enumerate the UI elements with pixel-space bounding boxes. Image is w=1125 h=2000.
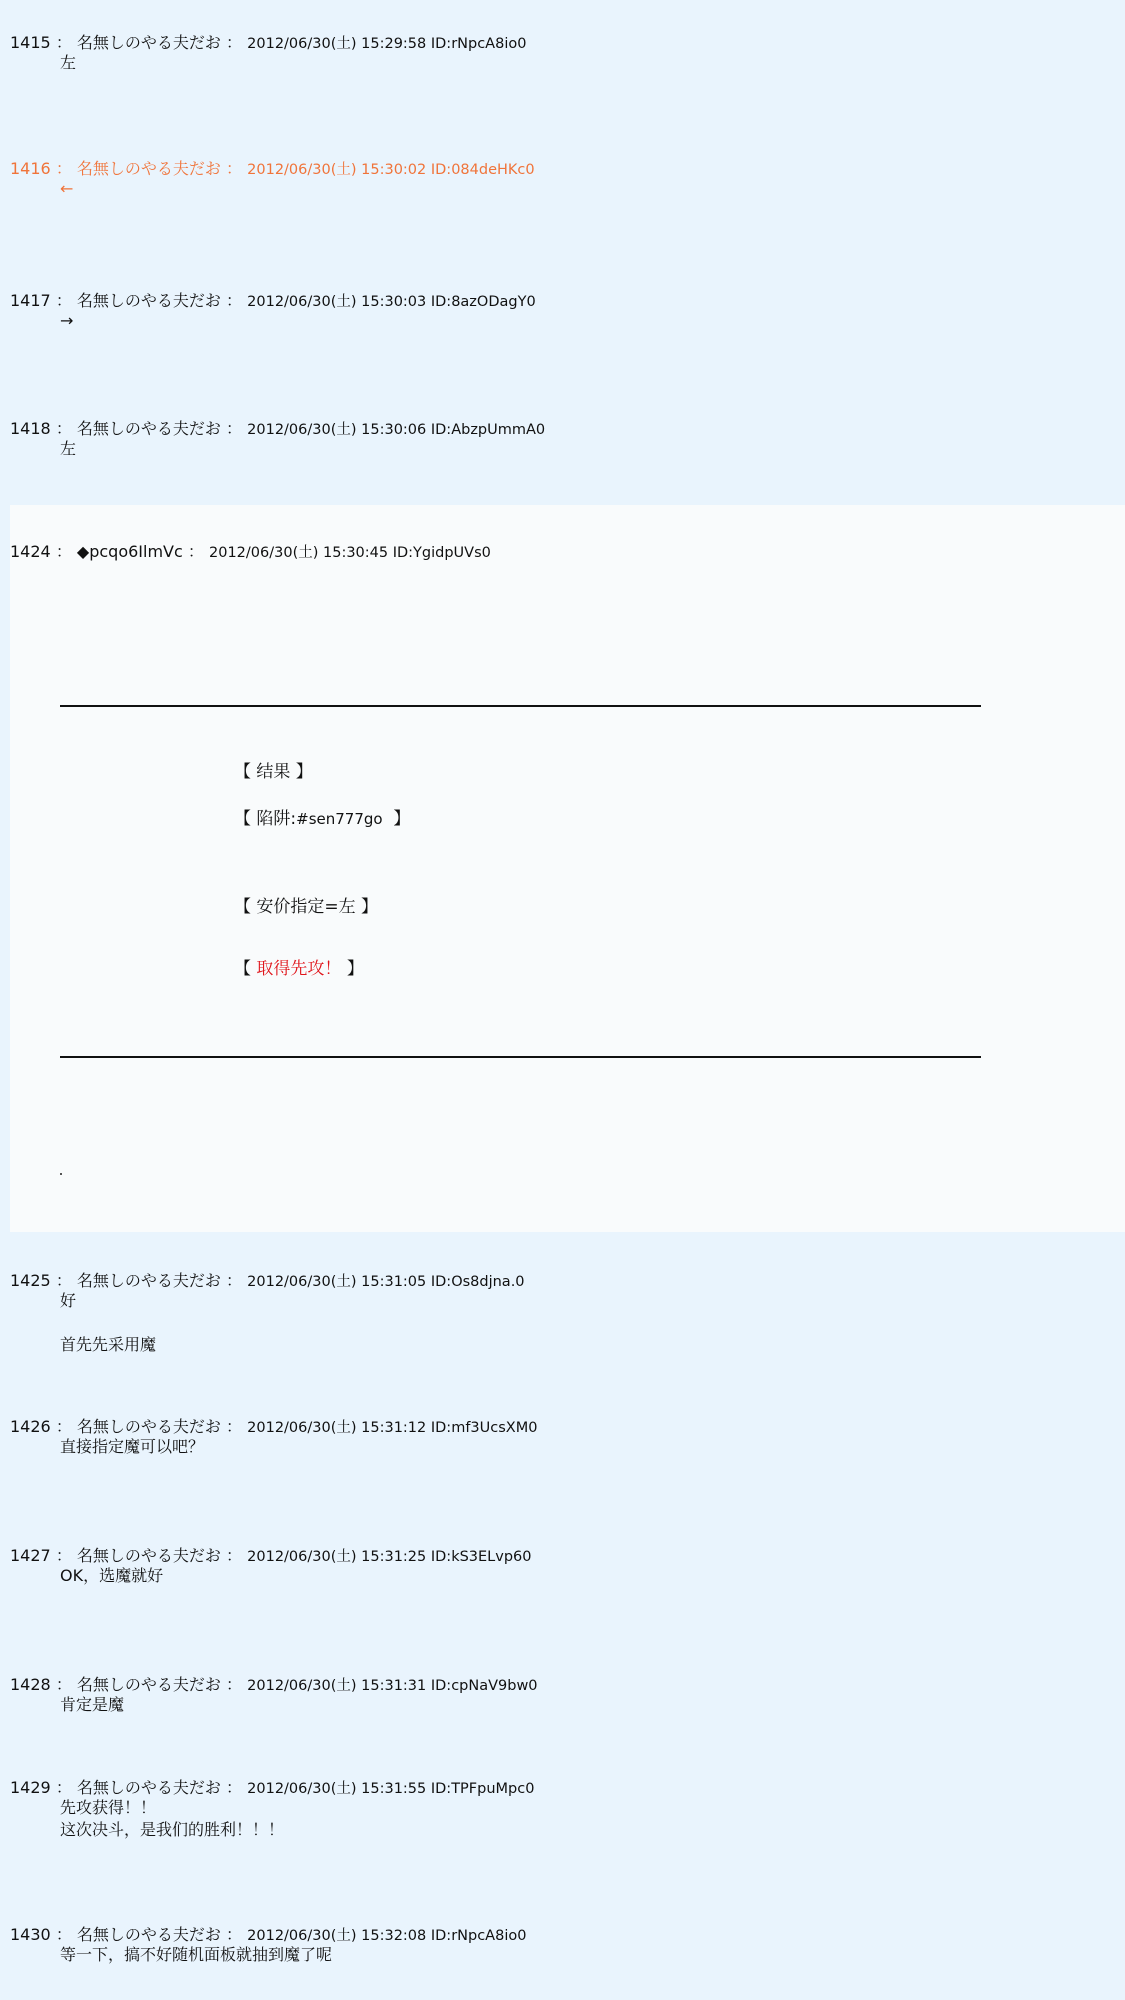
post-body — [60, 1290, 156, 1356]
post-line: ← — [60, 179, 74, 198]
separator: ： — [226, 1778, 243, 1797]
separator: ： — [187, 542, 204, 561]
separator: ： — [55, 1271, 72, 1290]
separator: ： — [55, 159, 72, 178]
separator: ： — [226, 33, 243, 52]
separator: ： — [55, 1417, 72, 1436]
separator: ： — [55, 1925, 72, 1944]
post-number: 1425 — [10, 1271, 51, 1290]
post-body — [60, 310, 73, 332]
post-line: 左 — [60, 53, 77, 72]
post-date-id: 2012/06/30(土) 15:30:06 ID:AbzpUmmA0 — [247, 422, 546, 438]
post-date-id: 2012/06/30(土) 15:31:55 ID:TPFpuMpc0 — [247, 1781, 535, 1797]
separator: ： — [55, 1778, 72, 1797]
post-body — [60, 52, 76, 74]
post-number: 1416 — [10, 159, 51, 178]
poster-name[interactable]: 名無しのやる夫だお — [76, 33, 221, 52]
result-line: 【 结果 】 — [234, 762, 313, 782]
separator: ： — [55, 1675, 72, 1694]
separator: ： — [55, 1546, 72, 1565]
post-line: 等一下，搞不好随机面板就抽到魔了呢 — [60, 1945, 333, 1964]
separator: ： — [226, 1271, 243, 1290]
trap-open: 【 陷阱: — [234, 809, 297, 829]
trap-value: #sen777go — [296, 810, 383, 828]
post-date-id: 2012/06/30(土) 15:32:08 ID:rNpcA8io0 — [247, 1928, 527, 1944]
poster-name[interactable]: 名無しのやる夫だお — [76, 159, 221, 178]
post-date-id: 2012/06/30(土) 15:30:02 ID:084deHKc0 — [247, 162, 535, 178]
divider-top — [60, 705, 981, 707]
post-line: 直接指定魔可以吧？ — [60, 1437, 205, 1456]
separator: ： — [226, 1925, 243, 1944]
post-number: 1427 — [10, 1546, 51, 1565]
separator: ： — [226, 159, 243, 178]
separator: ： — [55, 542, 72, 561]
post-date-id: 2012/06/30(土) 15:31:25 ID:kS3ELvp60 — [247, 1549, 532, 1565]
op-post-1424 — [10, 505, 1125, 1232]
post-line — [60, 1312, 156, 1334]
post-date-id: 2012/06/30(土) 15:31:05 ID:Os8djna.0 — [247, 1274, 525, 1290]
post-date-id: 2012/06/30(土) 15:29:58 ID:rNpcA8io0 — [247, 36, 527, 52]
post-body — [60, 1694, 124, 1716]
first-open: 【 — [234, 959, 251, 979]
trailing-dot — [60, 1173, 62, 1175]
poster-name[interactable]: 名無しのやる夫だお — [76, 1675, 221, 1694]
poster-name[interactable]: 名無しのやる夫だお — [76, 1925, 221, 1944]
poster-name[interactable]: 名無しのやる夫だお — [76, 1546, 221, 1565]
separator: ： — [226, 419, 243, 438]
trap-line — [234, 807, 410, 831]
post-header — [10, 32, 526, 55]
separator: ： — [226, 1675, 243, 1694]
post-body — [60, 438, 76, 460]
poster-trip[interactable]: ◆pcqo6IlmVc — [76, 542, 183, 561]
poster-name[interactable]: 名無しのやる夫だお — [76, 1417, 221, 1436]
trap-close: 】 — [393, 809, 411, 829]
post-number: 1424 — [10, 542, 51, 561]
post-line: → — [60, 311, 74, 330]
post-number: 1415 — [10, 33, 51, 52]
post-body — [60, 1797, 284, 1841]
post-body — [60, 1436, 204, 1458]
post-number: 1430 — [10, 1925, 51, 1944]
separator: ： — [226, 1417, 243, 1436]
first-close: 】 — [346, 959, 364, 979]
first-strike-line — [234, 957, 364, 981]
post-header — [10, 541, 491, 564]
post-header — [10, 418, 545, 441]
post-number: 1429 — [10, 1778, 51, 1797]
post-date-id: 2012/06/30(土) 15:31:31 ID:cpNaV9bw0 — [247, 1678, 538, 1694]
post-line: 首先先采用魔 — [60, 1335, 157, 1354]
post-number: 1418 — [10, 419, 51, 438]
separator: ： — [226, 1546, 243, 1565]
post-line: 好 — [60, 1291, 77, 1310]
poster-name[interactable]: 名無しのやる夫だお — [76, 1271, 221, 1290]
first-strike-text: 取得先攻！ — [256, 959, 342, 979]
post-line: 先攻获得！！ — [60, 1798, 157, 1817]
post-date-id: 2012/06/30(土) 15:30:03 ID:8azODagY0 — [247, 294, 536, 310]
post-line: 肯定是魔 — [60, 1695, 125, 1714]
post-body — [60, 1944, 332, 1966]
anchor-line: 【 安价指定=左 】 — [234, 897, 379, 917]
divider-bottom — [60, 1056, 981, 1058]
post-date-id: 2012/06/30(土) 15:31:12 ID:mf3UcsXM0 — [247, 1420, 538, 1436]
post-line: OK，选魔就好 — [60, 1566, 164, 1585]
separator: ： — [55, 419, 72, 438]
post-number: 1426 — [10, 1417, 51, 1436]
separator: ： — [55, 291, 72, 310]
poster-name[interactable]: 名無しのやる夫だお — [76, 1778, 221, 1797]
post-body — [60, 1565, 163, 1587]
post-number: 1417 — [10, 291, 51, 310]
post-number: 1428 — [10, 1675, 51, 1694]
post-line: 这次决斗，是我们的胜利！！！ — [60, 1820, 285, 1839]
separator: ： — [226, 291, 243, 310]
post-body — [60, 178, 73, 200]
poster-name[interactable]: 名無しのやる夫だお — [76, 291, 221, 310]
post-date-id: 2012/06/30(土) 15:30:45 ID:YgidpUVs0 — [209, 545, 491, 561]
separator: ： — [55, 33, 72, 52]
post-header — [10, 158, 535, 181]
post-header — [10, 290, 536, 313]
poster-name[interactable]: 名無しのやる夫だお — [76, 419, 221, 438]
post-line: 左 — [60, 439, 77, 458]
